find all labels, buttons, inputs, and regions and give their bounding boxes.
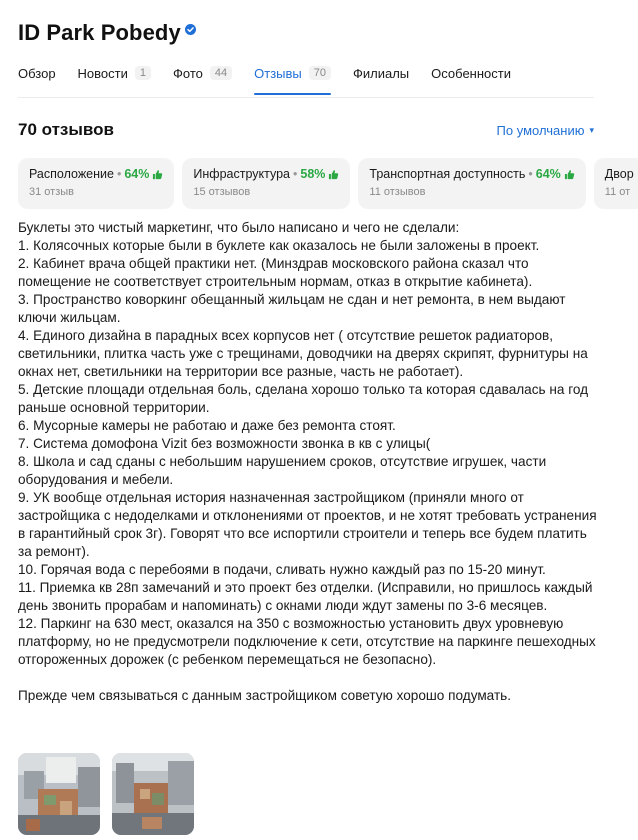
tab-count-badge: 1 (135, 66, 151, 80)
review-line: 4. Единого дизайна в парадных всех корпусов нет ( отсутствие решеток радиаторов, светильники, плитка часть уже с трещинами, доводчики на дверях скрипят, фурнитуры на окнах нет, светильники на территории все разные, часть не работает). (18, 328, 588, 379)
verified-check-icon (185, 24, 196, 35)
aspect-review-count: 11 отзывов (369, 186, 426, 198)
review-line: 9. УК вообще отдельная история назначенная застройщиком (приняли много от застройщика с недоделками и отклонениями от проектов, и не хотят требовать устранения в гарантийный срок 3г). Говорят что все испортили строители и теперь все будем платить за ремонт). (18, 490, 597, 559)
aspect-name: Транспортная доступность (369, 167, 526, 181)
aspect-chip-infrastructure[interactable] (182, 158, 350, 209)
aspect-chip-yard[interactable] (594, 158, 638, 209)
review-line: 7. Система домофона Vizit без возможности звонка в кв с улицы( (18, 436, 431, 451)
review-line: 6. Мусорные камеры не работаю и даже без ремонта стоят. (18, 418, 396, 433)
aspect-chips (18, 158, 638, 209)
sort-label: По умолчанию (496, 123, 585, 138)
chevron-down-icon: ▾ (589, 125, 594, 135)
review-body (18, 219, 600, 705)
tab-label: Новости (77, 65, 128, 81)
header (18, 20, 196, 46)
aspect-name: Расположение (29, 167, 114, 181)
aspect-name: Инфраструктура (193, 167, 290, 181)
review-line: 11. Приемка кв 28п замечаний и это проект без отделки. (Исправили, но пришлось каждый день звонить прорабам и напоминать) с окнами люди ждут замены по 3-6 месяцев. (18, 580, 593, 613)
tab-reviews[interactable] (254, 66, 331, 81)
page-title: ID Park Pobedy (18, 20, 181, 45)
aspect-name: Двор (604, 167, 634, 181)
aerial-photo-image (18, 753, 100, 835)
tab-label: Отзывы (254, 65, 302, 81)
thumbs-up-icon (328, 169, 339, 180)
review-photo-1[interactable] (18, 753, 100, 835)
tab-features[interactable] (431, 66, 511, 81)
aspect-chip-transport[interactable] (358, 158, 585, 209)
review-photos (18, 753, 194, 835)
reviews-count-heading: 70 отзывов (18, 120, 114, 139)
aspect-review-count: 31 отзыв (29, 186, 74, 198)
tab-branches[interactable] (353, 66, 409, 81)
tab-label: Филиалы (353, 65, 410, 81)
review-line: 10. Горячая вода с перебоями в подачи, сливать нужно каждый раз по 15-20 минут. (18, 562, 546, 577)
aspect-percent: 64% (535, 167, 561, 181)
separator: • (528, 167, 533, 181)
tab-label: Особенности (431, 65, 511, 81)
review-line: Буклеты это чистый маркетинг, что было написано и чего не сделали: (18, 220, 460, 235)
tabs-divider (18, 97, 594, 98)
review-line: 1. Колясочных которые были в буклете как оказалось не были заложены в проект. (18, 238, 540, 253)
review-line: 2. Кабинет врача общей практики нет. (Минздрав московского района сказал что помещение не соответствует строительным нормам, отказ в открытие кабинета). (18, 256, 533, 289)
review-closing: Прежде чем связываться с данным застройщиком советую хорошо подумать. (18, 688, 512, 703)
aspect-review-count: 11 от (604, 186, 631, 198)
tab-photos[interactable] (173, 66, 232, 81)
tab-label: Обзор (18, 65, 56, 81)
review-line: 5. Детские площади отдельная боль, сделана хорошо только та которая сдавалась на год раньше основной территории. (18, 382, 589, 415)
review-line: 3. Пространство коворкинг обещанный жильцам не сдан и нет ремонта, в нем выдают ключи жильцам. (18, 292, 566, 325)
review-line: 12. Паркинг на 630 мест, оказался на 350 с возможностью установить двух уровневую платформу, но не предусмотрели подключение к сети, отсутствие на паркинге пешеходных отгороженных дорожек (с ребенком перемещаться не безопасно). (18, 616, 596, 667)
aerial-photo-image (112, 753, 194, 835)
separator: • (293, 167, 298, 181)
aspect-chip-location[interactable] (18, 158, 174, 209)
tab-overview[interactable] (18, 66, 56, 81)
thumbs-up-icon (564, 169, 575, 180)
tab-count-badge: 70 (309, 66, 331, 80)
review-line: 8. Школа и сад сданы с небольшим нарушением сроков, отсутствие игрушек, части оборудования и мебели. (18, 454, 547, 487)
tab-label: Фото (173, 65, 203, 81)
separator: • (116, 167, 122, 181)
tab-count-badge: 44 (210, 66, 232, 80)
thumbs-up-icon (152, 169, 163, 180)
tab-news[interactable] (78, 66, 151, 81)
aspect-review-count: 15 отзывов (193, 186, 251, 198)
aspect-percent: 58% (300, 167, 326, 181)
tab-bar (18, 64, 533, 82)
aspect-percent: 64% (124, 167, 150, 181)
sort-dropdown[interactable] (497, 123, 594, 138)
review-photo-2[interactable] (112, 753, 194, 835)
